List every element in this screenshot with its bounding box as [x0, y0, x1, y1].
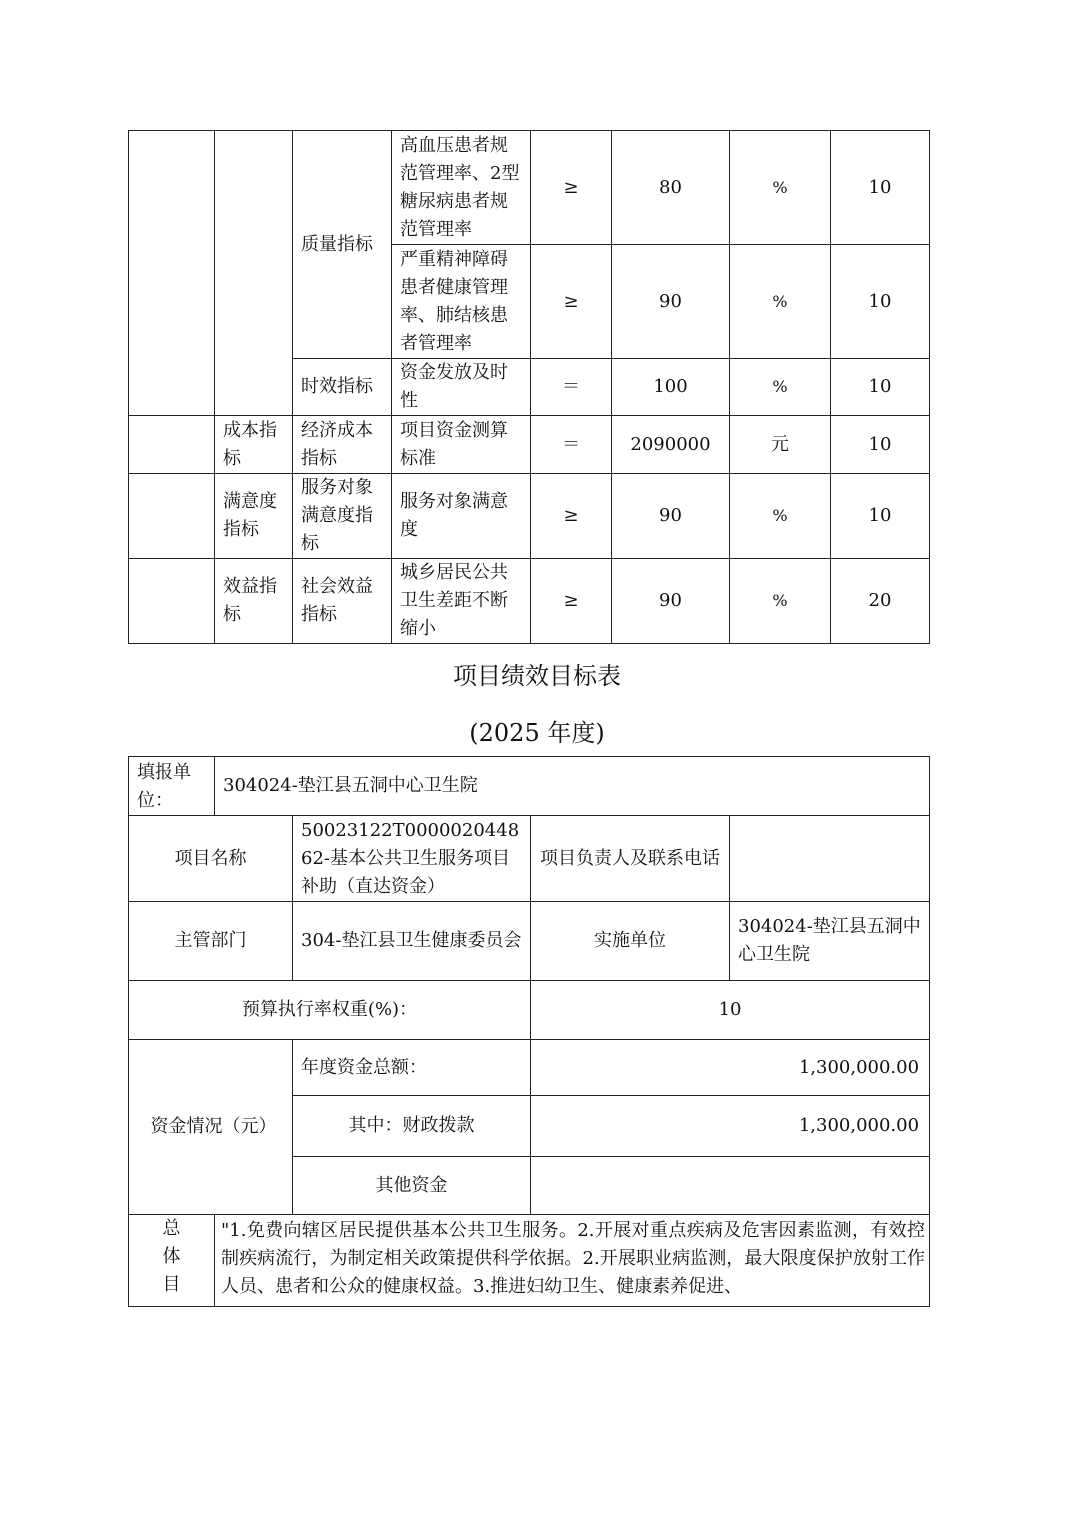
unit-cell: 元 [730, 416, 831, 474]
annual-total-value: 1,300,000.00 [531, 1040, 930, 1096]
table-row [129, 416, 930, 474]
weight-cell: 10 [831, 245, 930, 359]
weight-cell: 10 [831, 474, 930, 559]
unit-label: 填报单位： [129, 757, 215, 816]
level1-cell [129, 131, 215, 416]
value-cell: 90 [612, 245, 730, 359]
table-row [129, 474, 930, 559]
project-table [128, 756, 930, 1307]
page-subtitle: (2025 年度) [469, 719, 605, 747]
level3-cell: 经济成本指标 [293, 416, 392, 474]
level2-cell: 效益指标 [215, 559, 293, 644]
table-row [129, 757, 930, 816]
weight-cell: 10 [831, 359, 930, 416]
level1-cell [129, 559, 215, 644]
indicator-name: 服务对象满意度 [392, 474, 531, 559]
level2-cell: 成本指标 [215, 416, 293, 474]
indicator-name: 资金发放及时性 [392, 359, 531, 416]
project-name-value: 50023122T000002044862-基本公共卫生服务项目补助（直达资金） [293, 816, 531, 902]
level3-cell: 质量指标 [293, 131, 392, 359]
annual-total-label: 年度资金总额： [293, 1040, 531, 1096]
indicator-name: 项目资金测算标准 [392, 416, 531, 474]
level2-cell: 满意度指标 [215, 474, 293, 559]
level3-cell: 时效指标 [293, 359, 392, 416]
table-row [129, 981, 930, 1040]
goal-text: "1.免费向辖区居民提供基本公共卫生服务。2.开展对重点疾病及危害因素监测，有效控制疾病流行，为制定相关政策提供科学依据。2.开展职业病监测，最大限度保护放射工作人员、患者和公众的健康权益。3.推进妇幼卫生、健康素养促进、 [215, 1215, 930, 1307]
funds-label [129, 1040, 293, 1215]
level1-cell [129, 474, 215, 559]
value-cell: 90 [612, 474, 730, 559]
operator-cell: ≥ [531, 245, 612, 359]
impl-label: 实施单位 [531, 902, 730, 981]
unit-value: 304024-垫江县五洞中心卫生院 [215, 757, 930, 816]
impl-value: 304024-垫江县五洞中心卫生院 [730, 902, 930, 981]
table-row [129, 131, 930, 245]
operator-cell: ＝ [531, 416, 612, 474]
goal-label-text: 总体目 [162, 1218, 181, 1295]
operator-cell: ≥ [531, 131, 612, 245]
indicator-table [128, 130, 930, 644]
value-cell: 2090000 [612, 416, 730, 474]
level1-cell [129, 416, 215, 474]
funds-label-text: 资金情况（元） [150, 1116, 277, 1137]
other-value [531, 1157, 930, 1215]
unit-cell: % [730, 245, 831, 359]
goal-label [129, 1215, 215, 1307]
dept-label: 主管部门 [129, 902, 293, 981]
level3-cell: 服务对象满意度指标 [293, 474, 392, 559]
weight-cell: 10 [831, 131, 930, 245]
level3-cell: 社会效益指标 [293, 559, 392, 644]
table-row [129, 559, 930, 644]
weight-cell: 10 [831, 416, 930, 474]
level2-cell [215, 131, 293, 416]
budget-weight-value: 10 [531, 981, 930, 1040]
indicator-name: 高血压患者规范管理率、2型糖尿病患者规范管理率 [392, 131, 531, 245]
unit-cell: % [730, 359, 831, 416]
page-title: 项目绩效目标表 [453, 662, 621, 690]
value-cell: 80 [612, 131, 730, 245]
unit-cell: % [730, 559, 831, 644]
fiscal-value: 1,300,000.00 [531, 1096, 930, 1157]
weight-cell: 20 [831, 559, 930, 644]
operator-cell: ＝ [531, 359, 612, 416]
value-cell: 90 [612, 559, 730, 644]
dept-value: 304-垫江县卫生健康委员会 [293, 902, 531, 981]
owner-value [730, 816, 930, 902]
table-row [129, 1040, 930, 1096]
budget-weight-label: 预算执行率权重(%)： [129, 981, 531, 1040]
table-row [129, 902, 930, 981]
indicator-name: 严重精神障碍患者健康管理率、肺结核患者管理率 [392, 245, 531, 359]
project-name-label: 项目名称 [129, 816, 293, 902]
value-cell: 100 [612, 359, 730, 416]
fiscal-label: 其中：财政拨款 [293, 1096, 531, 1157]
operator-cell: ≥ [531, 559, 612, 644]
unit-cell: % [730, 131, 831, 245]
owner-label: 项目负责人及联系电话 [531, 816, 730, 902]
other-label: 其他资金 [293, 1157, 531, 1215]
indicator-name: 城乡居民公共卫生差距不断缩小 [392, 559, 531, 644]
table-row [129, 816, 930, 902]
operator-cell: ≥ [531, 474, 612, 559]
table-row [129, 1215, 930, 1307]
unit-cell: % [730, 474, 831, 559]
